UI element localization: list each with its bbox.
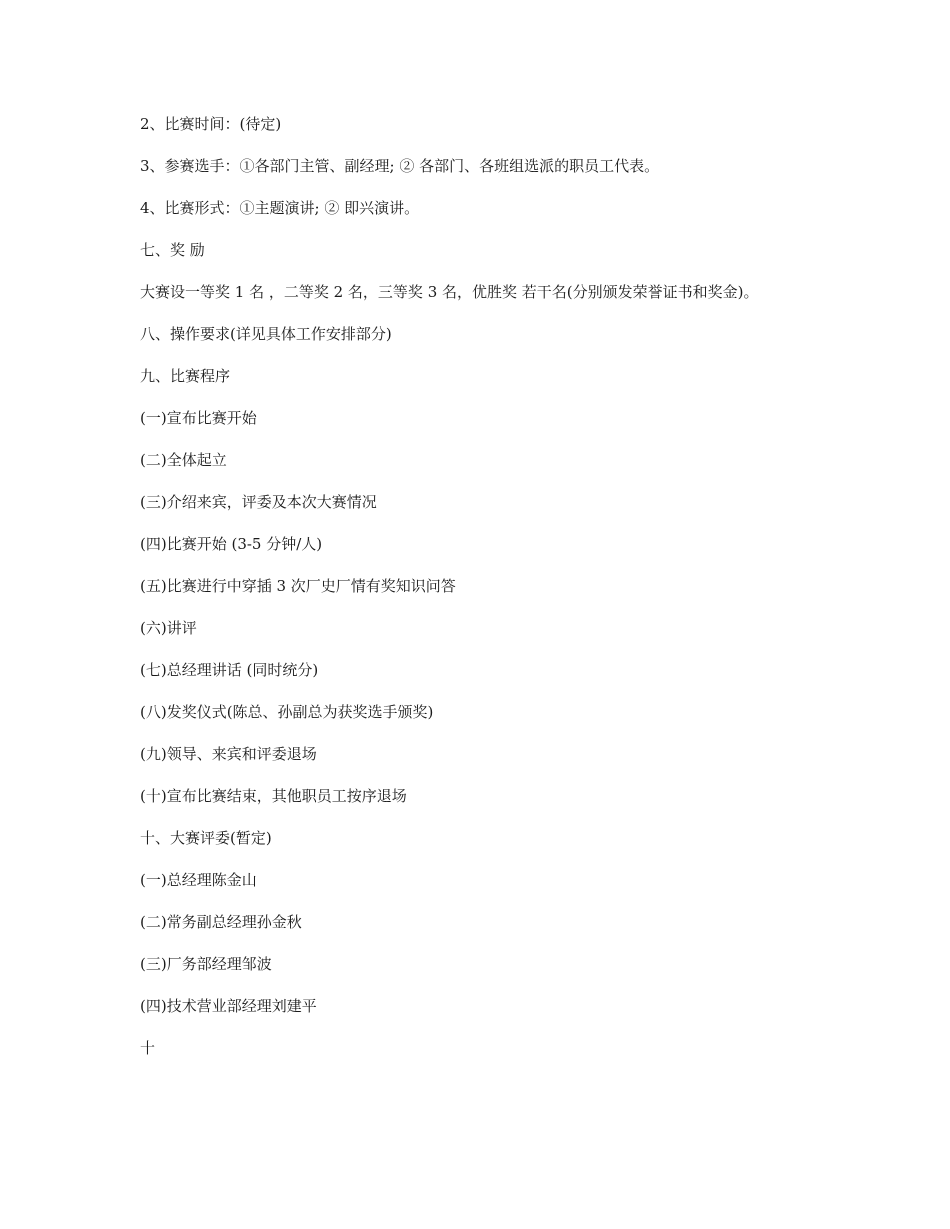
section-heading-procedure: 九、比赛程序 bbox=[140, 367, 231, 385]
paragraph-match-format: 4、比赛形式：①主题演讲; ② 即兴演讲。 bbox=[140, 199, 420, 217]
paragraph-awards-detail: 大赛设一等奖 1 名 ，二等奖 2 名，三等奖 3 名，优胜奖 若干名(分别颁发荣誉证书和奖金)。 bbox=[140, 283, 759, 301]
procedure-item-8: (八)发奖仪式(陈总、孙副总为获奖选手颁奖) bbox=[140, 703, 434, 721]
judge-item-1: (一)总经理陈金山 bbox=[140, 871, 257, 889]
judge-item-2: (二)常务副总经理孙金秋 bbox=[140, 913, 302, 931]
procedure-item-7: (七)总经理讲话 (同时统分) bbox=[140, 661, 319, 679]
judge-item-4: (四)技术营业部经理刘建平 bbox=[140, 997, 317, 1015]
paragraph-match-time: 2、比赛时间：(待定) bbox=[140, 115, 282, 133]
procedure-item-3: (三)介绍来宾，评委及本次大赛情况 bbox=[140, 493, 377, 511]
section-heading-judges: 十、大赛评委(暂定) bbox=[140, 829, 272, 847]
section-heading-requirements: 八、操作要求(详见具体工作安排部分) bbox=[140, 325, 392, 343]
procedure-item-9: (九)领导、来宾和评委退场 bbox=[140, 745, 317, 763]
procedure-item-4: (四)比赛开始 (3-5 分钟/人) bbox=[140, 535, 323, 553]
judge-item-3: (三)厂务部经理邹波 bbox=[140, 955, 272, 973]
procedure-item-2: (二)全体起立 bbox=[140, 451, 227, 469]
paragraph-participants: 3、参赛选手：①各部门主管、副经理; ② 各部门、各班组选派的职员工代表。 bbox=[140, 157, 660, 175]
procedure-item-6: (六)讲评 bbox=[140, 619, 197, 637]
section-heading-awards: 七、奖 励 bbox=[140, 241, 205, 259]
procedure-item-10: (十)宣布比赛结束，其他职员工按序退场 bbox=[140, 787, 407, 805]
procedure-item-1: (一)宣布比赛开始 bbox=[140, 409, 257, 427]
section-heading-eleven: 十 bbox=[140, 1039, 156, 1057]
document-body bbox=[140, 111, 800, 1077]
procedure-item-5: (五)比赛进行中穿插 3 次厂史厂情有奖知识问答 bbox=[140, 577, 456, 595]
